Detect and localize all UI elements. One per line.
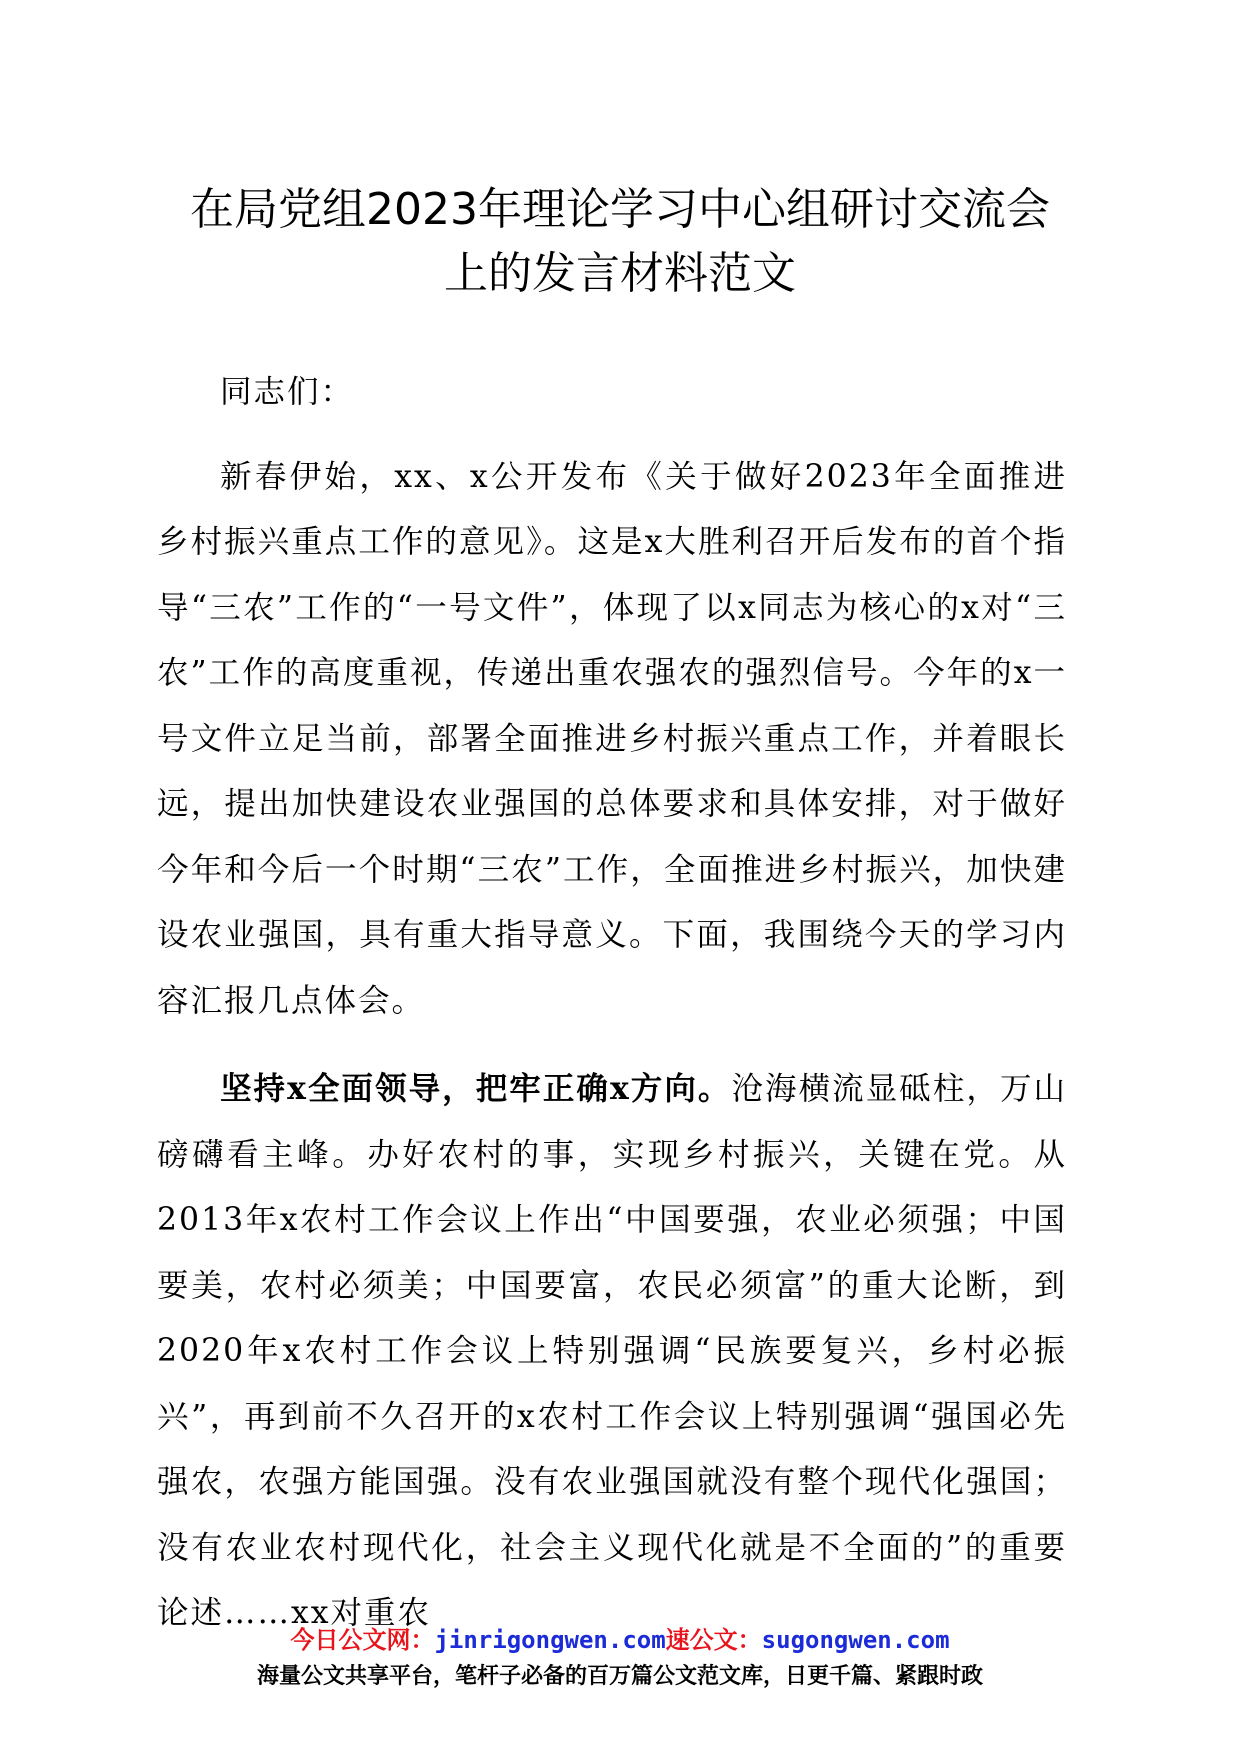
paragraph-heading: 坚持x全面领导，把牢正确x方向。 [220,1070,732,1107]
site2-name: 速公文： [665,1626,762,1654]
paragraph-party-leadership [157,1056,1067,1647]
site2-link[interactable]: sugongwen.com [761,1626,950,1654]
paragraph-body: 沧海横流显砥柱，万山磅礴看主峰。办好农村的事，实现乡村振兴，关键在党。从2013年x农村工作会议上作出“中国要强，农业必须强；中国要美，农村必须美；中国要富，农民必须富”的重大论断，到2020年x农村工作会议上特别强调“民族要复兴，乡村必振兴”，再到前不久召开的x农村工作会议上特别强调“强国必先强农，农强方能国强。没有农业强国就没有整个现代化强国；没有农业农村现代化，社会主义现代化就是不全面的”的重要论述……xx对重农 [157,1071,1067,1631]
footer-slogan: 海量公文共享平台，笔杆子必备的百万篇公文范文库，日更千篇、紧跟时政 [256,1664,983,1689]
footer-links [0,1620,1240,1660]
paragraph-intro: 新春伊始，xx、x公开发布《关于做好2023年全面推进乡村振兴重点工作的意见》。这是x大胜利召开后发布的首个指导“三农”工作的“一号文件”，体现了以x同志为核心的x对“三农”工作的高度重视，传递出重农强农的强烈信号。今年的x一号文件立足当前，部署全面推进乡村振兴重点工作，并着眼长远，提出加快建设农业强国的总体要求和具体安排，对于做好今年和今后一个时期“三农”工作，全面推进乡村振兴，加快建设农业强国，具有重大指导意义。下面，我围绕今天的学习内容汇报几点体会。 [157,458,1067,1019]
document-body [157,360,1067,1647]
document-title [150,178,1090,306]
site1-name: 今日公文网： [290,1626,435,1654]
footer-banner [0,1620,1240,1694]
title-line-2: 上的发言材料范文 [444,248,796,299]
site1-link[interactable]: jinrigongwen.com [434,1626,666,1654]
title-line-1: 在局党组2023年理论学习中心组研讨交流会 [190,184,1050,235]
salutation: 同志们： [220,374,355,410]
